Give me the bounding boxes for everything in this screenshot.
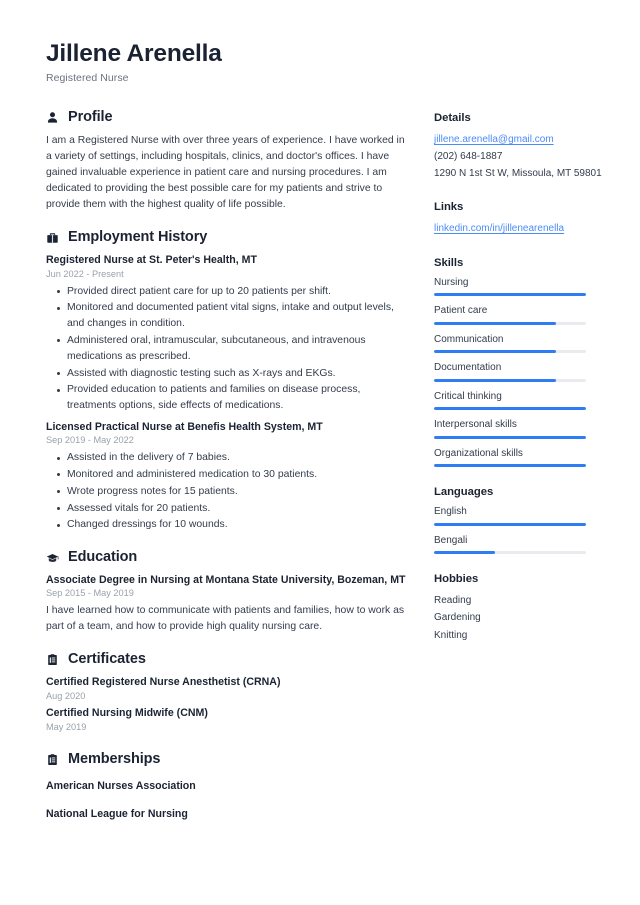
section-body-certificates: [46, 675, 406, 734]
section-title-memberships: Memberships: [68, 750, 161, 767]
skill-bar-track: [434, 436, 586, 439]
language-bar-track: [434, 551, 586, 554]
graduation-cap-icon: [46, 551, 59, 565]
person-icon: [46, 111, 59, 125]
section-body-memberships: [46, 778, 406, 823]
education-entry-description: I have learned how to communicate with patients and families, how to work as part of a team, and how to provide high quality nursing care.: [46, 605, 405, 633]
skill-bar-fill: [434, 322, 556, 325]
sidebar-title-details: Details: [434, 111, 471, 124]
sidebar-title-skills: Skills: [434, 256, 464, 269]
skill-bar-track: [434, 293, 586, 296]
skill-label: Patient care: [434, 305, 488, 317]
section-header-education: [46, 550, 406, 566]
language-bar-fill: [434, 551, 495, 554]
skill-label: Organizational skills: [434, 447, 523, 459]
employment-entry: [46, 420, 406, 533]
certificate-entry-date: Aug 2020: [46, 690, 86, 701]
language-label: Bengali: [434, 534, 468, 546]
skill-row: [434, 418, 606, 439]
section-body-profile: [46, 133, 406, 214]
list-item: Monitored and administered medication to 30 patients.: [67, 467, 406, 483]
skill-row: [434, 333, 606, 354]
sidebar-title-hobbies: Hobbies: [434, 573, 479, 586]
skill-bar-fill: [434, 464, 586, 467]
list-item: Assisted with diagnostic testing such as X-rays and EKGs.: [67, 366, 406, 382]
list-item: Monitored and documented patient vital signs, intake and output levels, and changes in condition.: [67, 300, 406, 332]
clipboard-icon: [46, 653, 59, 667]
list-item: Assisted in the delivery of 7 babies.: [67, 450, 406, 466]
language-bar-track: [434, 523, 586, 526]
section-header-profile: [46, 110, 406, 126]
list-item: Assessed vitals for 20 patients.: [67, 501, 406, 517]
certificate-entry: [46, 675, 406, 703]
hobby-item: Gardening: [434, 612, 481, 624]
skill-bar-fill: [434, 379, 556, 382]
section-title-certificates: Certificates: [68, 651, 146, 668]
skill-label: Interpersonal skills: [434, 419, 517, 431]
skill-bar-track: [434, 464, 586, 467]
employment-entry-bullets: [46, 284, 406, 415]
employment-entry-title: Registered Nurse at St. Peter's Health, MT: [46, 254, 257, 267]
resume-header: [46, 40, 600, 84]
candidate-name: Jillene Arenella: [46, 40, 222, 67]
sidebar-title-languages: Languages: [434, 486, 494, 499]
hobby-item: Knitting: [434, 629, 468, 641]
main-column: [46, 110, 406, 840]
employment-entry-bullets: [46, 450, 406, 533]
list-item: Administered oral, intramuscular, subcutaneous, and intravenous medications as prescribed.: [67, 333, 406, 365]
certificate-entry: [46, 706, 406, 734]
section-education: [46, 550, 406, 635]
section-body-employment: [46, 253, 406, 533]
list-item: Changed dressings for 10 wounds.: [67, 517, 406, 533]
sidebar-block-hobbies: [434, 573, 606, 644]
membership-item: American Nurses Association: [46, 780, 196, 793]
linkedin-link[interactable]: linkedin.com/in/jillenearenella: [434, 223, 565, 235]
section-certificates: [46, 652, 406, 734]
skill-row: [434, 390, 606, 411]
skill-row: [434, 276, 606, 297]
skill-label: Documentation: [434, 362, 502, 374]
candidate-job-title: Registered Nurse: [46, 71, 129, 84]
language-bar-fill: [434, 523, 586, 526]
certificate-entry-title: Certified Nursing Midwife (CNM): [46, 707, 208, 720]
section-body-education: [46, 573, 406, 635]
skill-row: [434, 304, 606, 325]
skill-bar-fill: [434, 293, 586, 296]
section-header-certificates: [46, 652, 406, 668]
section-header-memberships: [46, 752, 406, 768]
skill-label: Communication: [434, 333, 504, 345]
sidebar-block-skills: [434, 257, 606, 468]
skill-bar-fill: [434, 436, 586, 439]
section-profile: [46, 110, 406, 214]
education-entry: [46, 573, 406, 635]
language-row: [434, 534, 606, 555]
employment-entry-date: Sep 2019 - May 2022: [46, 435, 134, 446]
list-item: Provided education to patients and families on disease process, treatments options, side effects of medications.: [67, 382, 406, 414]
skill-bar-track: [434, 379, 586, 382]
detail-email-wrap: [434, 131, 606, 148]
clipboard-icon: [46, 753, 59, 767]
sidebar-title-links: Links: [434, 201, 464, 214]
resume-body: [46, 110, 600, 840]
skill-bar-track: [434, 350, 586, 353]
profile-text: I am a Registered Nurse with over three years of experience. I have worked in a variety of settings, including hospitals, clinics, and doctor's offices. I have gained invaluable experience in patient care and nursing procedures. I am dedicated to providing the best possible care for my patients and strive to provide them with the highest quality of life possible.: [46, 134, 405, 211]
language-row: [434, 505, 606, 526]
link-row: [434, 220, 606, 237]
skill-row: [434, 447, 606, 468]
section-title-employment: Employment History: [68, 229, 208, 246]
employment-entry-title: Licensed Practical Nurse at Benefis Health System, MT: [46, 421, 323, 433]
detail-address: 1290 N 1st St W, Missoula, MT 59801: [434, 168, 602, 180]
list-item: Wrote progress notes for 15 patients.: [67, 484, 406, 500]
skill-row: [434, 361, 606, 382]
detail-phone: (202) 648-1887: [434, 151, 503, 163]
section-memberships: [46, 752, 406, 823]
email-link[interactable]: jillene.arenella@gmail.com: [434, 133, 554, 145]
section-title-profile: Profile: [68, 108, 113, 125]
skill-bar-track: [434, 322, 586, 325]
language-label: English: [434, 506, 467, 518]
education-entry-title: Associate Degree in Nursing at Montana State University, Bozeman, MT: [46, 574, 406, 587]
skill-bar-track: [434, 407, 586, 410]
education-entry-date: Sep 2015 - May 2019: [46, 588, 134, 599]
section-employment: [46, 230, 406, 533]
skill-bar-fill: [434, 407, 586, 410]
briefcase-icon: [46, 231, 59, 245]
employment-entry-date: Jun 2022 - Present: [46, 268, 124, 279]
section-title-education: Education: [68, 549, 138, 566]
sidebar-column: [434, 110, 606, 663]
membership-item: National League for Nursing: [46, 807, 188, 820]
sidebar-block-languages: [434, 486, 606, 554]
sidebar-block-details: [434, 112, 606, 183]
section-header-employment: [46, 230, 406, 246]
certificate-entry-date: May 2019: [46, 721, 87, 732]
sidebar-block-links: [434, 201, 606, 237]
certificate-entry-title: Certified Registered Nurse Anesthetist (CRNA): [46, 676, 281, 689]
employment-entry: [46, 253, 406, 414]
hobby-item: Reading: [434, 595, 472, 607]
list-item: Provided direct patient care for up to 20 patients per shift.: [67, 284, 406, 300]
skill-bar-fill: [434, 350, 556, 353]
skill-label: Critical thinking: [434, 390, 502, 402]
skill-label: Nursing: [434, 276, 469, 288]
